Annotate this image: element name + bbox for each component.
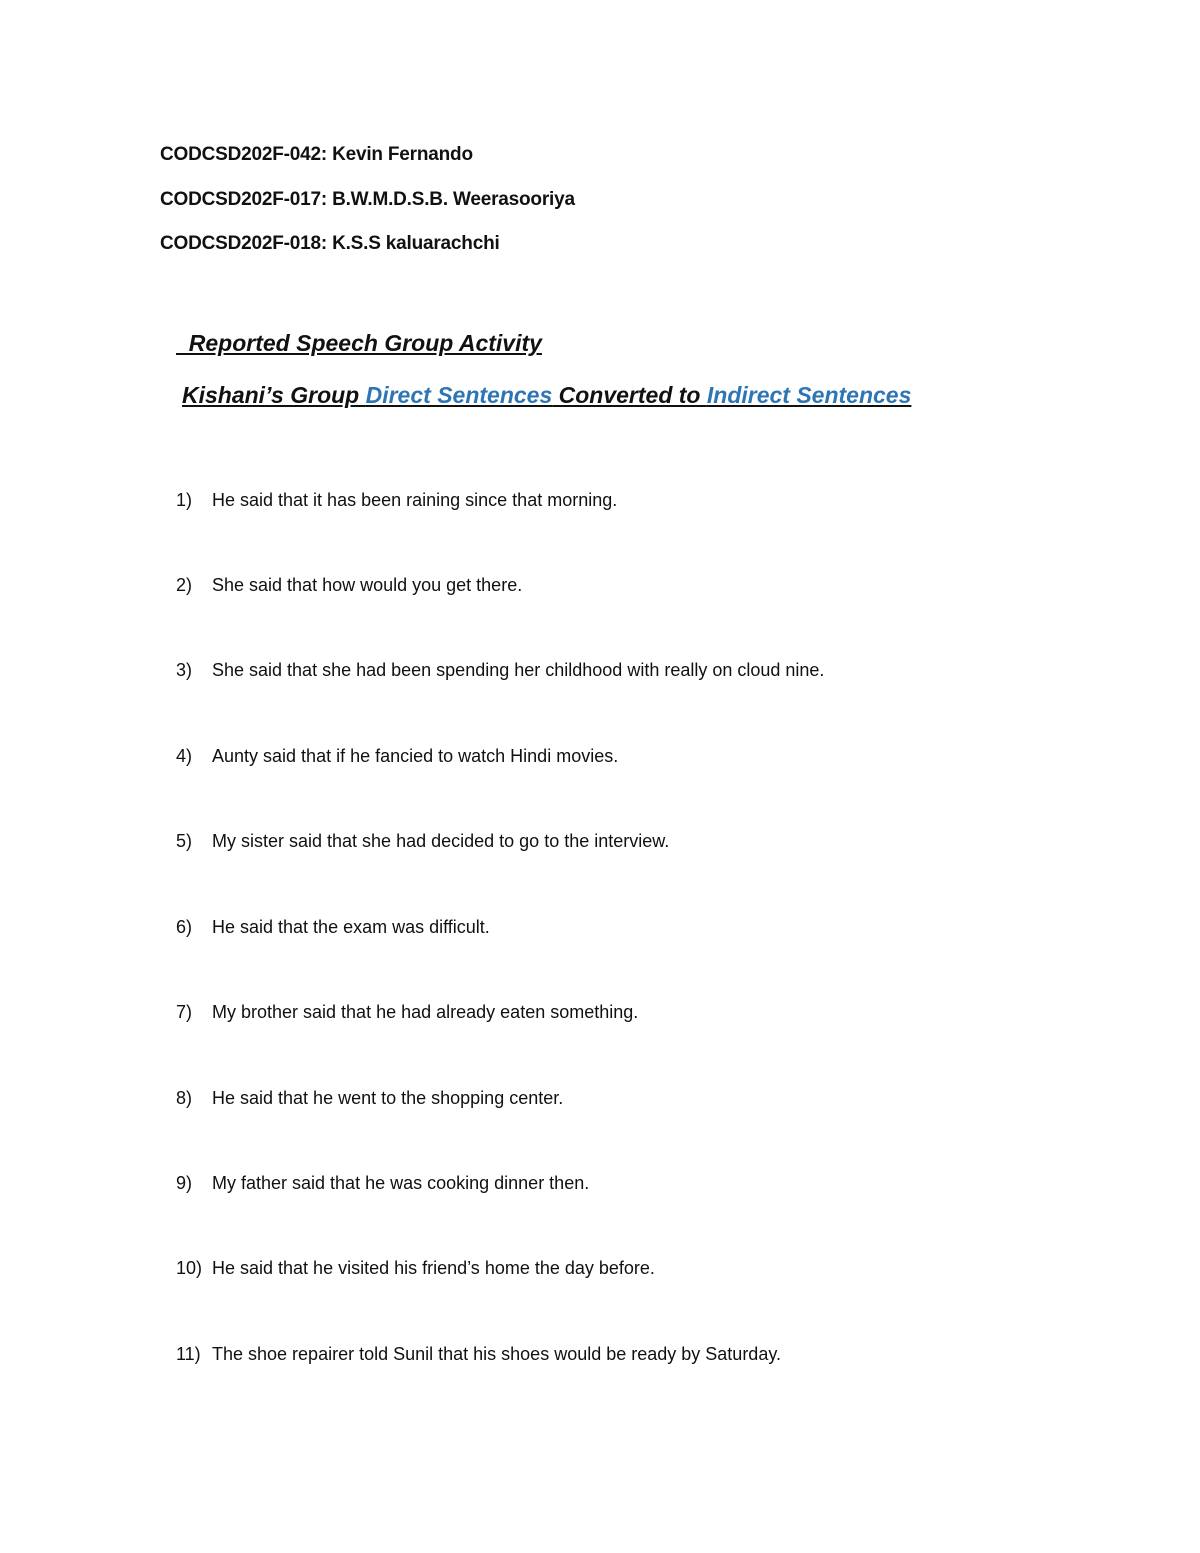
sentence-item [176, 1258, 655, 1279]
sentence-item [176, 1344, 781, 1365]
sentence-text: She said that how would you get there. [212, 575, 523, 595]
subtitle-group-name: Kishani’s Group [182, 382, 366, 408]
sentence-item [176, 917, 490, 938]
sentence-number: 10) [176, 1258, 203, 1278]
sentence-item [176, 1173, 589, 1194]
student-line-1: CODCSD202F-042: Kevin Fernando [160, 144, 473, 165]
student-line-3: CODCSD202F-018: K.S.S kaluarachchi [160, 233, 500, 254]
sentence-number: 5) [176, 831, 193, 851]
sentence-item [176, 831, 669, 852]
sentence-text: The shoe repairer told Sunil that his shoes would be ready by Saturday. [212, 1344, 781, 1364]
sentence-item [176, 575, 522, 596]
subtitle-direct-sentences: Direct Sentences [365, 382, 553, 408]
sentence-number: 7) [176, 1002, 193, 1022]
subtitle-converted-to: Converted to [552, 382, 707, 408]
sentence-text: He said that he visited his friend’s home the day before. [212, 1258, 655, 1278]
sentence-number: 2) [176, 575, 193, 595]
sentence-number: 4) [176, 746, 193, 766]
sentence-number: 3) [176, 660, 193, 680]
sentence-number: 1) [176, 490, 193, 510]
sentence-text: My brother said that he had already eaten something. [212, 1002, 639, 1022]
document-subtitle [182, 382, 911, 409]
sentence-item [176, 1088, 563, 1109]
student-line-2: CODCSD202F-017: B.W.M.D.S.B. Weerasooriya [160, 189, 575, 210]
sentence-text: My sister said that she had decided to go to the interview. [212, 831, 670, 851]
document-title: Reported Speech Group Activity [176, 330, 542, 356]
sentence-item [176, 660, 824, 681]
sentence-text: He said that the exam was difficult. [212, 917, 490, 937]
sentence-item [176, 490, 617, 511]
sentence-item [176, 1002, 638, 1023]
subtitle-indirect-sentences: Indirect Sentences [706, 382, 912, 408]
sentence-number: 8) [176, 1088, 193, 1108]
sentence-number: 9) [176, 1173, 193, 1193]
sentence-text: He said that he went to the shopping center. [212, 1088, 564, 1108]
sentence-text: Aunty said that if he fancied to watch Hindi movies. [212, 746, 619, 766]
sentence-text: She said that she had been spending her childhood with really on cloud nine. [212, 660, 825, 680]
sentence-number: 6) [176, 917, 193, 937]
sentence-number: 11) [176, 1344, 201, 1364]
sentence-text: He said that it has been raining since that morning. [212, 490, 618, 510]
sentence-item [176, 746, 618, 767]
sentence-text: My father said that he was cooking dinner then. [212, 1173, 590, 1193]
